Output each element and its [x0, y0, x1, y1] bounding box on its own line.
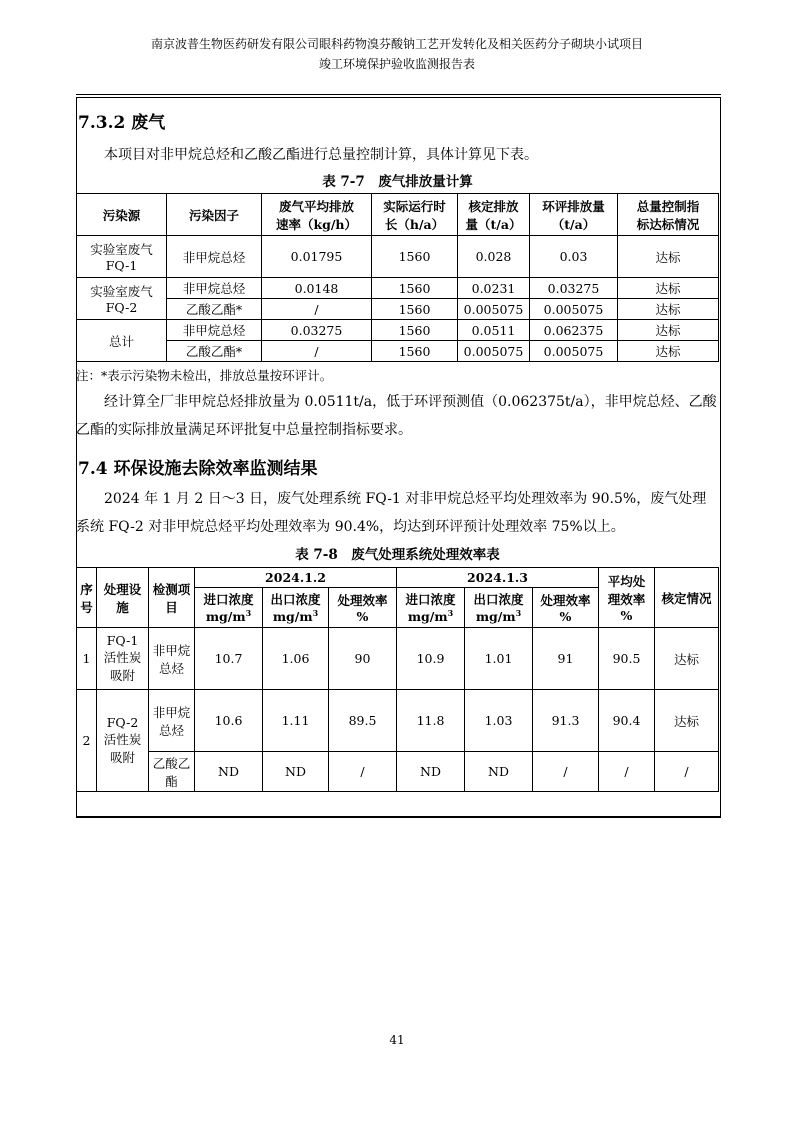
page-header	[0, 34, 794, 74]
status-cell: 达标	[618, 236, 719, 278]
page-number: 41	[389, 1033, 405, 1047]
cell-line: 处理效率	[337, 593, 388, 608]
seq-header	[77, 568, 97, 628]
section-74-title: 7.4 环保设施去除效率监测结果	[78, 459, 318, 479]
in2-cell: 10.9	[397, 628, 465, 690]
rate-cell: 0.0148	[262, 278, 372, 299]
unit-line	[197, 608, 260, 624]
table-row	[77, 236, 719, 278]
unit-text: mg/m	[475, 609, 516, 625]
cell-line: 废气平均排放	[278, 198, 354, 214]
eia-cell: 0.005075	[530, 341, 618, 362]
approved-cell: 0.005075	[458, 299, 530, 320]
status-cell: 达标	[655, 628, 719, 690]
table-row	[77, 628, 719, 690]
table-7-7-caption: 表 7-7 废气排放量计算	[322, 174, 473, 190]
status-cell: 达标	[655, 690, 719, 752]
section-732-conclusion: 经计算全厂非甲烷总烃排放量为 0.0511t/a，低于环评预测值（0.062375t/a），非甲烷总烃、乙酸乙酯的实际排放量满足环评批复中总量控制指标要求。	[76, 394, 717, 438]
source-cell	[77, 236, 167, 278]
unit-superscript: 3	[245, 608, 252, 619]
cell-line: 吸附	[109, 668, 135, 683]
table-header-row	[77, 194, 719, 236]
factor-cell: 非甲烷总烃	[167, 278, 262, 299]
cell-line: 出口浓度	[270, 592, 321, 608]
concentration-header	[263, 588, 329, 628]
seq-cell: 2	[77, 690, 97, 792]
table-row	[77, 690, 719, 752]
factor-cell: 非甲烷总烃	[167, 236, 262, 278]
column-header	[262, 194, 372, 236]
cell-line: 核定排放	[468, 198, 519, 214]
out2-cell: 1.03	[465, 690, 533, 752]
concentration-header	[397, 588, 465, 628]
in1-cell: 10.6	[195, 690, 263, 752]
efficiency-table	[76, 567, 719, 792]
unit-text: mg/m	[272, 609, 313, 625]
item-header	[149, 568, 195, 628]
factor-cell: 非甲烷总烃	[167, 320, 262, 341]
date-header: 2024.1.3	[397, 568, 599, 588]
cell-line: 号	[80, 599, 93, 615]
table-7-7-note: 注：*表示污染物未检出，排放总量按环评计。	[76, 368, 333, 383]
cell-line: FQ-2	[105, 300, 138, 315]
column-header	[530, 194, 618, 236]
unit-line: %	[559, 609, 572, 624]
cell-line: 目	[165, 599, 178, 615]
in1-cell: ND	[195, 752, 263, 792]
rate-cell: 0.03275	[262, 320, 372, 341]
cell-line: 理效率	[607, 592, 646, 607]
cell-line: 施	[116, 599, 129, 615]
facility-cell	[97, 690, 149, 792]
cell-line: FQ-2	[106, 715, 139, 730]
unit-superscript: 3	[515, 608, 522, 619]
section-74-intro: 2024 年 1 月 2 日～3 日，废气处理系统 FQ-1 对非甲烷总烃平均处理效率为 90.5%，废气处理系统 FQ-2 对非甲烷总烃平均处理效率为 90.4%，均达到环评预计处理效率 75%以上。	[76, 491, 707, 535]
main-content	[76, 98, 719, 792]
table-header-row	[77, 568, 719, 588]
cell-line: 进口浓度	[405, 592, 456, 608]
cell-line: 实验室废气	[90, 242, 153, 257]
approved-cell: 0.005075	[458, 341, 530, 362]
cell-line: 出口浓度	[473, 592, 524, 608]
out1-cell: 1.11	[263, 690, 329, 752]
cell-line: 长（h/a）	[384, 216, 445, 232]
cell-line: 酯	[165, 773, 178, 789]
in1-cell: 10.7	[195, 628, 263, 690]
section-732-title: 7.3.2 废气	[78, 113, 166, 133]
approved-cell: 0.028	[458, 236, 530, 278]
concentration-header	[465, 588, 533, 628]
header-project-title: 南京波普生物医药研发有限公司眼科药物溴芬酸钠工艺开发转化及相关医药分子砌块小试项目	[150, 37, 643, 51]
item-cell	[149, 752, 195, 792]
date-header: 2024.1.2	[195, 568, 397, 588]
emission-table	[76, 193, 719, 362]
status-cell: /	[655, 752, 719, 792]
status-cell: 达标	[618, 278, 719, 299]
status-cell: 达标	[618, 299, 719, 320]
eia-cell: 0.03275	[530, 278, 618, 299]
header-rule-thick	[76, 94, 721, 95]
unit-line	[467, 608, 530, 624]
approved-cell: 0.0231	[458, 278, 530, 299]
source-cell	[77, 320, 167, 362]
cell-line: 进口浓度	[203, 592, 254, 608]
cell-line: 速率（kg/h）	[275, 216, 358, 232]
unit-superscript: 3	[447, 608, 454, 619]
cell-line: FQ-1	[105, 258, 138, 273]
rate-cell: 0.01795	[262, 236, 372, 278]
hours-cell: 1560	[372, 341, 458, 362]
efficiency-header	[329, 588, 397, 628]
in2-cell: 11.8	[397, 690, 465, 752]
eia-cell: 0.062375	[530, 320, 618, 341]
eff1-cell: /	[329, 752, 397, 792]
rate-cell: /	[262, 341, 372, 362]
cell-line: 量（t/a）	[465, 216, 522, 232]
unit-text: mg/m	[205, 609, 246, 625]
table-7-8-caption: 表 7-8 废气处理系统处理效率表	[295, 547, 500, 563]
hours-cell: 1560	[372, 299, 458, 320]
eia-cell: 0.03	[530, 236, 618, 278]
avg-cell: /	[599, 752, 655, 792]
cell-line: 标达标情况	[636, 216, 700, 232]
table-row	[77, 752, 719, 792]
cell-line: 处理效率	[540, 593, 591, 608]
cell-line: 平均处	[607, 574, 646, 589]
source-cell	[77, 278, 167, 320]
eff2-cell: 91	[533, 628, 599, 690]
cell-line: 乙酸乙	[152, 755, 191, 771]
out1-cell: 1.06	[263, 628, 329, 690]
cell-line: %	[620, 608, 633, 623]
hours-cell: 1560	[372, 236, 458, 278]
unit-text: mg/m	[407, 609, 448, 625]
avg-cell: 90.5	[599, 628, 655, 690]
table-row	[77, 341, 719, 362]
unit-superscript: 3	[312, 608, 319, 619]
out2-cell: 1.01	[465, 628, 533, 690]
factor-cell: 乙酸乙酯*	[167, 299, 262, 320]
hours-cell: 1560	[372, 278, 458, 299]
cell-line: 实验室废气	[90, 284, 153, 299]
eff2-cell: 91.3	[533, 690, 599, 752]
column-header	[458, 194, 530, 236]
table-row	[77, 278, 719, 299]
facility-cell	[97, 628, 149, 690]
unit-line	[265, 608, 326, 624]
avg-header	[599, 568, 655, 628]
cell-line: 非甲烷	[152, 704, 191, 720]
cell-line: 环评排放量	[542, 198, 605, 214]
unit-line: %	[356, 609, 369, 624]
eff2-cell: /	[533, 752, 599, 792]
status-header: 核定情况	[655, 568, 719, 628]
table-row	[77, 299, 719, 320]
cell-line: FQ-1	[106, 633, 139, 648]
cell-line: （t/a）	[551, 216, 596, 232]
item-cell	[149, 690, 195, 752]
seq-cell: 1	[77, 628, 97, 690]
cell-line: 吸附	[109, 750, 135, 765]
cell-line: 处理设	[103, 581, 142, 597]
cell-line: 实际运行时	[383, 198, 446, 214]
avg-cell: 90.4	[599, 690, 655, 752]
cell-line: 活性炭	[103, 732, 142, 747]
cell-line: 总烃	[158, 660, 184, 676]
cell-line: 非甲烷	[152, 642, 191, 658]
efficiency-header	[533, 588, 599, 628]
column-header	[372, 194, 458, 236]
cell-line: 检测项	[152, 581, 191, 597]
eff1-cell: 89.5	[329, 690, 397, 752]
column-header	[167, 194, 262, 236]
item-cell	[149, 628, 195, 690]
approved-cell: 0.0511	[458, 320, 530, 341]
out2-cell: ND	[465, 752, 533, 792]
factor-cell: 乙酸乙酯*	[167, 341, 262, 362]
cell-line: 总烃	[158, 722, 184, 738]
out1-cell: ND	[263, 752, 329, 792]
table-row	[77, 320, 719, 341]
cell-line: 污染因子	[188, 207, 239, 223]
rate-cell: /	[262, 299, 372, 320]
section-732-intro: 本项目对非甲烷总烃和乙酸乙酯进行总量控制计算，具体计算见下表。	[104, 147, 538, 163]
unit-line	[399, 608, 462, 624]
header-report-title: 竣工环境保护验收监测报告表	[318, 57, 475, 71]
eff1-cell: 90	[329, 628, 397, 690]
cell-line: 总量控制指	[636, 198, 700, 214]
in2-cell: ND	[397, 752, 465, 792]
status-cell: 达标	[618, 341, 719, 362]
hours-cell: 1560	[372, 320, 458, 341]
cell-line: 总计	[108, 333, 134, 349]
column-header	[77, 194, 167, 236]
cell-line: 序	[80, 581, 93, 597]
cell-line: 污染源	[102, 207, 141, 223]
status-cell: 达标	[618, 320, 719, 341]
facility-header	[97, 568, 149, 628]
concentration-header	[195, 588, 263, 628]
cell-line: 活性炭	[103, 650, 142, 665]
eia-cell: 0.005075	[530, 299, 618, 320]
column-header	[618, 194, 719, 236]
